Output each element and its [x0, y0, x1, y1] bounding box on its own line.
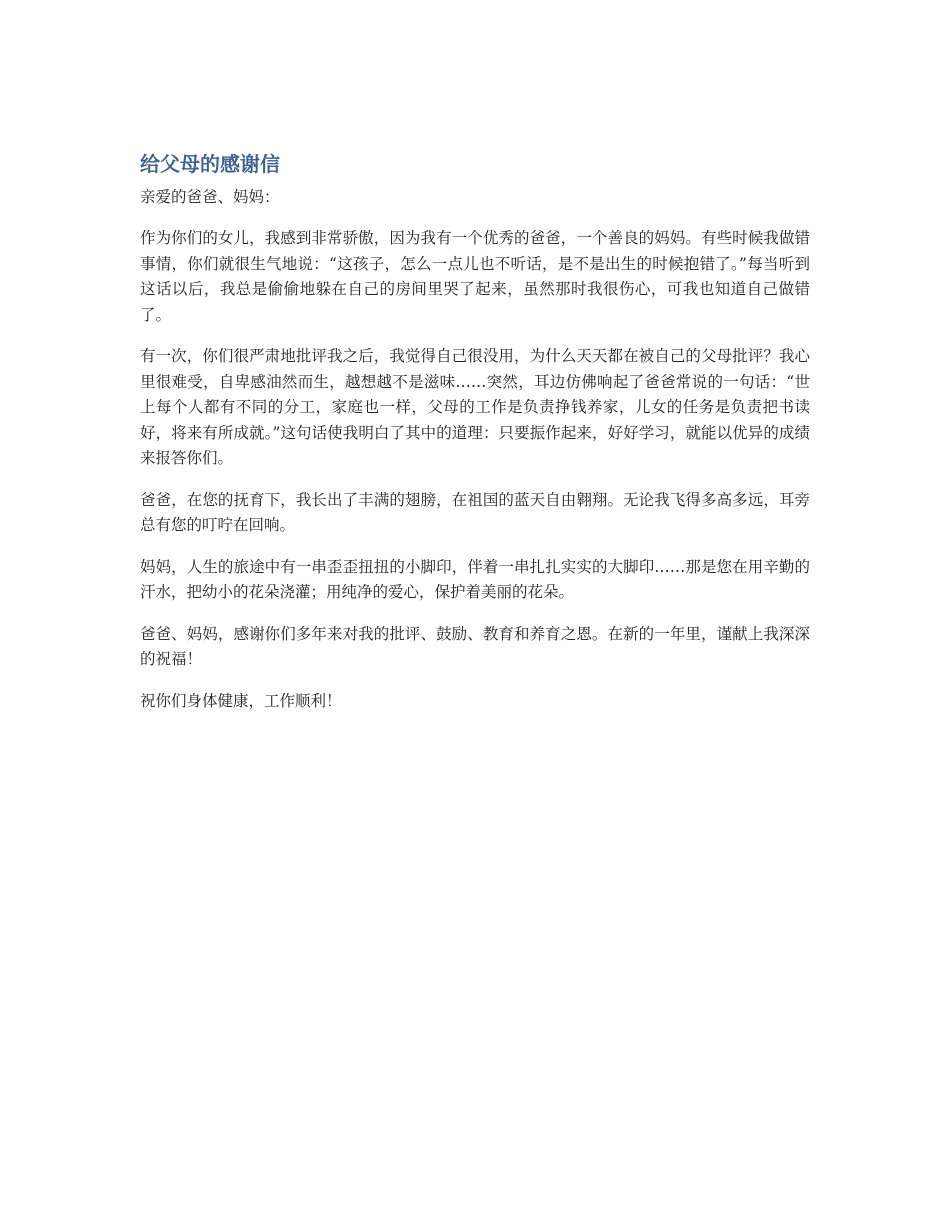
document-title: 给父母的感谢信: [140, 152, 280, 176]
body-paragraph-3: 爸爸，在您的抚育下，我长出了丰满的翅膀，在祖国的蓝天自由翱翔。无论我飞得多高多远，耳旁总有您的叮咛在回响。: [140, 490, 810, 534]
body-paragraph-1: 作为你们的女儿，我感到非常骄傲，因为我有一个优秀的爸爸，一个善良的妈妈。有些时候我做错事情，你们就很生气地说：“这孩子，怎么一点儿也不听话，是不是出生的时候抱错了。”每当听到这话以后，我总是偷偷地躲在自己的房间里哭了起来，虽然那时我很伤心，可我也知道自己做错了。: [140, 229, 810, 324]
body-paragraph-5: 爸爸、妈妈，感谢你们多年来对我的批评、鼓励、教育和养育之恩。在新的一年里，谨献上我深深的祝福！: [140, 624, 810, 668]
body-paragraph-4: 妈妈，人生的旅途中有一串歪歪扭扭的小脚印，伴着一串扎扎实实的大脚印……那是您在用辛勤的汗水，把幼小的花朵浇灌；用纯净的爱心，保护着美丽的花朵。: [140, 557, 810, 601]
closing-wish: 祝你们身体健康，工作顺利！: [140, 691, 342, 710]
body-paragraph-2: 有一次，你们很严肃地批评我之后，我觉得自己很没用，为什么天天都在被自己的父母批评？我心里很难受，自卑感油然而生，越想越不是滋味……突然，耳边仿佛响起了爸爸常说的一句话：“世上每个人都有不同的分工，家庭也一样，父母的工作是负责挣钱养家，儿女的任务是负责把书读好，将来有所成就。”这句话使我明白了其中的道理：只要振作起来，好好学习，就能以优异的成绩来报答你们。: [140, 347, 810, 467]
document-page: [140, 150, 810, 714]
letter-greeting: 亲爱的爸爸、妈妈：: [140, 188, 280, 206]
